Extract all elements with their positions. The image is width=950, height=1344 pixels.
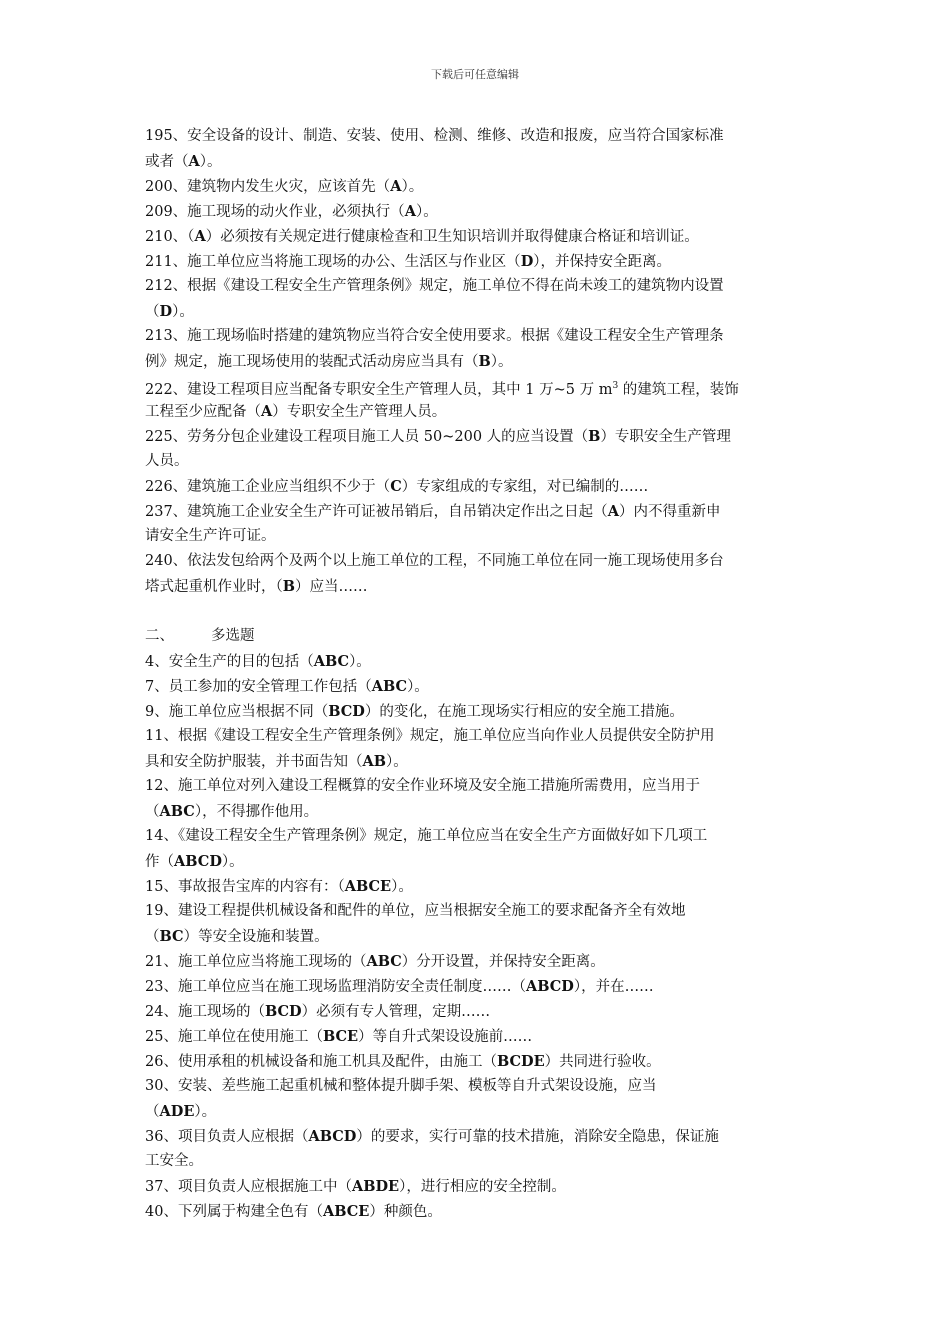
text-line: （ADE）。 [145, 1103, 217, 1120]
single-choice-section [145, 124, 807, 599]
text-line: 21、施工单位应当将施工现场的（ABC）分开设置，并保持安全距离。 [145, 953, 605, 970]
section-title: 多选题 [211, 628, 255, 644]
text-line: 19、建设工程提供机械设备和配件的单位，应当根据安全施工的要求配备齐全有效地 [145, 903, 686, 919]
text-line: 213、施工现场临时搭建的建筑物应当符合安全使用要求。根据《建设工程安全生产管理条 [145, 328, 724, 344]
text-line: （ABC），不得挪作他用。 [145, 803, 319, 820]
text-line: 226、建筑施工企业应当组织不少于（C）专家组成的专家组，对已编制的…… [145, 478, 649, 495]
text-line: 40、下列属于构建全色有（ABCE）种颜色。 [145, 1203, 442, 1220]
text-line: 237、建筑施工企业安全生产许可证被吊销后，自吊销决定作出之日起（A）内不得重新申 [145, 503, 721, 520]
text-line: 24、施工现场的（BCD）必须有专人管理，定期…… [145, 1003, 491, 1020]
text-line: 或者（A）。 [145, 153, 222, 170]
text-line: 26、使用承租的机械设备和施工机具及配件，由施工（BCDE）共同进行验收。 [145, 1053, 661, 1070]
text-line: 222、建设工程项目应当配备专职安全生产管理人员，其中 1 万~5 万 $m^3$ 的建筑工程，装饰 [145, 381, 739, 398]
text-line: （BC）等安全设施和装置。 [145, 928, 329, 945]
text-line: 14、《建设工程安全生产管理条例》规定，施工单位应当在安全生产方面做好如下几项工 [145, 828, 708, 844]
section-gap [145, 599, 807, 624]
text-line: 请安全生产许可证。 [145, 528, 276, 544]
text-line: 4、安全生产的目的包括（ABC）。 [145, 653, 371, 670]
text-line: 225、劳务分包企业建设工程项目施工人员 50~200 人的应当设置（B）专职安全生产管理 [145, 428, 731, 445]
text-line: 12、施工单位对列入建设工程概算的安全作业环境及安全施工措施所需费用，应当用于 [145, 778, 700, 794]
text-line: （D）。 [145, 303, 194, 320]
page-header: 下载后可任意编辑 [431, 68, 519, 81]
text-line: 200、建筑物内发生火灾，应该首先（A）。 [145, 178, 424, 195]
text-line: 塔式起重机作业时，（B）应当…… [145, 578, 368, 595]
text-line: 210、（A）必须按有关规定进行健康检查和卫生知识培训并取得健康合格证和培训证。 [145, 228, 699, 245]
text-line: 212、根据《建设工程安全生产管理条例》规定，施工单位不得在尚未竣工的建筑物内设置 [145, 278, 724, 294]
text-line: 7、员工参加的安全管理工作包括（ABC）。 [145, 678, 429, 695]
text-line: 具和安全防护服装，并书面告知（AB）。 [145, 753, 408, 770]
document-body [145, 124, 807, 1224]
text-line: 37、项目负责人应根据施工中（ABDE），进行相应的安全控制。 [145, 1178, 566, 1195]
text-line: 36、项目负责人应根据（ABCD）的要求，实行可靠的技术措施，消除安全隐患，保证施 [145, 1128, 719, 1145]
text-line: 工安全。 [145, 1153, 203, 1169]
section-heading [145, 624, 807, 649]
text-line: 11、根据《建设工程安全生产管理条例》规定，施工单位应当向作业人员提供安全防护用 [145, 728, 715, 744]
text-line: 人员。 [145, 453, 189, 469]
text-line: 工程至少应配备（A）专职安全生产管理人员。 [145, 403, 447, 420]
text-line: 209、施工现场的动火作业，必须执行（A）。 [145, 203, 438, 220]
text-line: 9、施工单位应当根据不同（BCD）的变化，在施工现场实行相应的安全施工措施。 [145, 703, 684, 720]
section-number: 二、 [145, 628, 174, 644]
text-line: 作（ABCD）。 [145, 853, 244, 870]
multi-choice-section [145, 649, 807, 1224]
text-line: 15、事故报告宝库的内容有：（ABCE）。 [145, 878, 413, 895]
text-line: 211、施工单位应当将施工现场的办公、生活区与作业区（D），并保持安全距离。 [145, 253, 672, 270]
text-line: 30、安装、差些施工起重机械和整体提升脚手架、模板等自升式架设设施，应当 [145, 1078, 657, 1094]
text-line: 240、依法发包给两个及两个以上施工单位的工程，不同施工单位在同一施工现场使用多台 [145, 553, 724, 569]
text-line: 25、施工单位在使用施工（BCE）等自升式架设设施前…… [145, 1028, 533, 1045]
text-line: 195、安全设备的设计、制造、安装、使用、检测、维修、改造和报废，应当符合国家标准 [145, 128, 724, 144]
text-line: 例》规定，施工现场使用的装配式活动房应当具有（B）。 [145, 353, 513, 370]
text-line: 23、施工单位应当在施工现场监理消防安全责任制度……（ABCD），并在…… [145, 978, 654, 995]
